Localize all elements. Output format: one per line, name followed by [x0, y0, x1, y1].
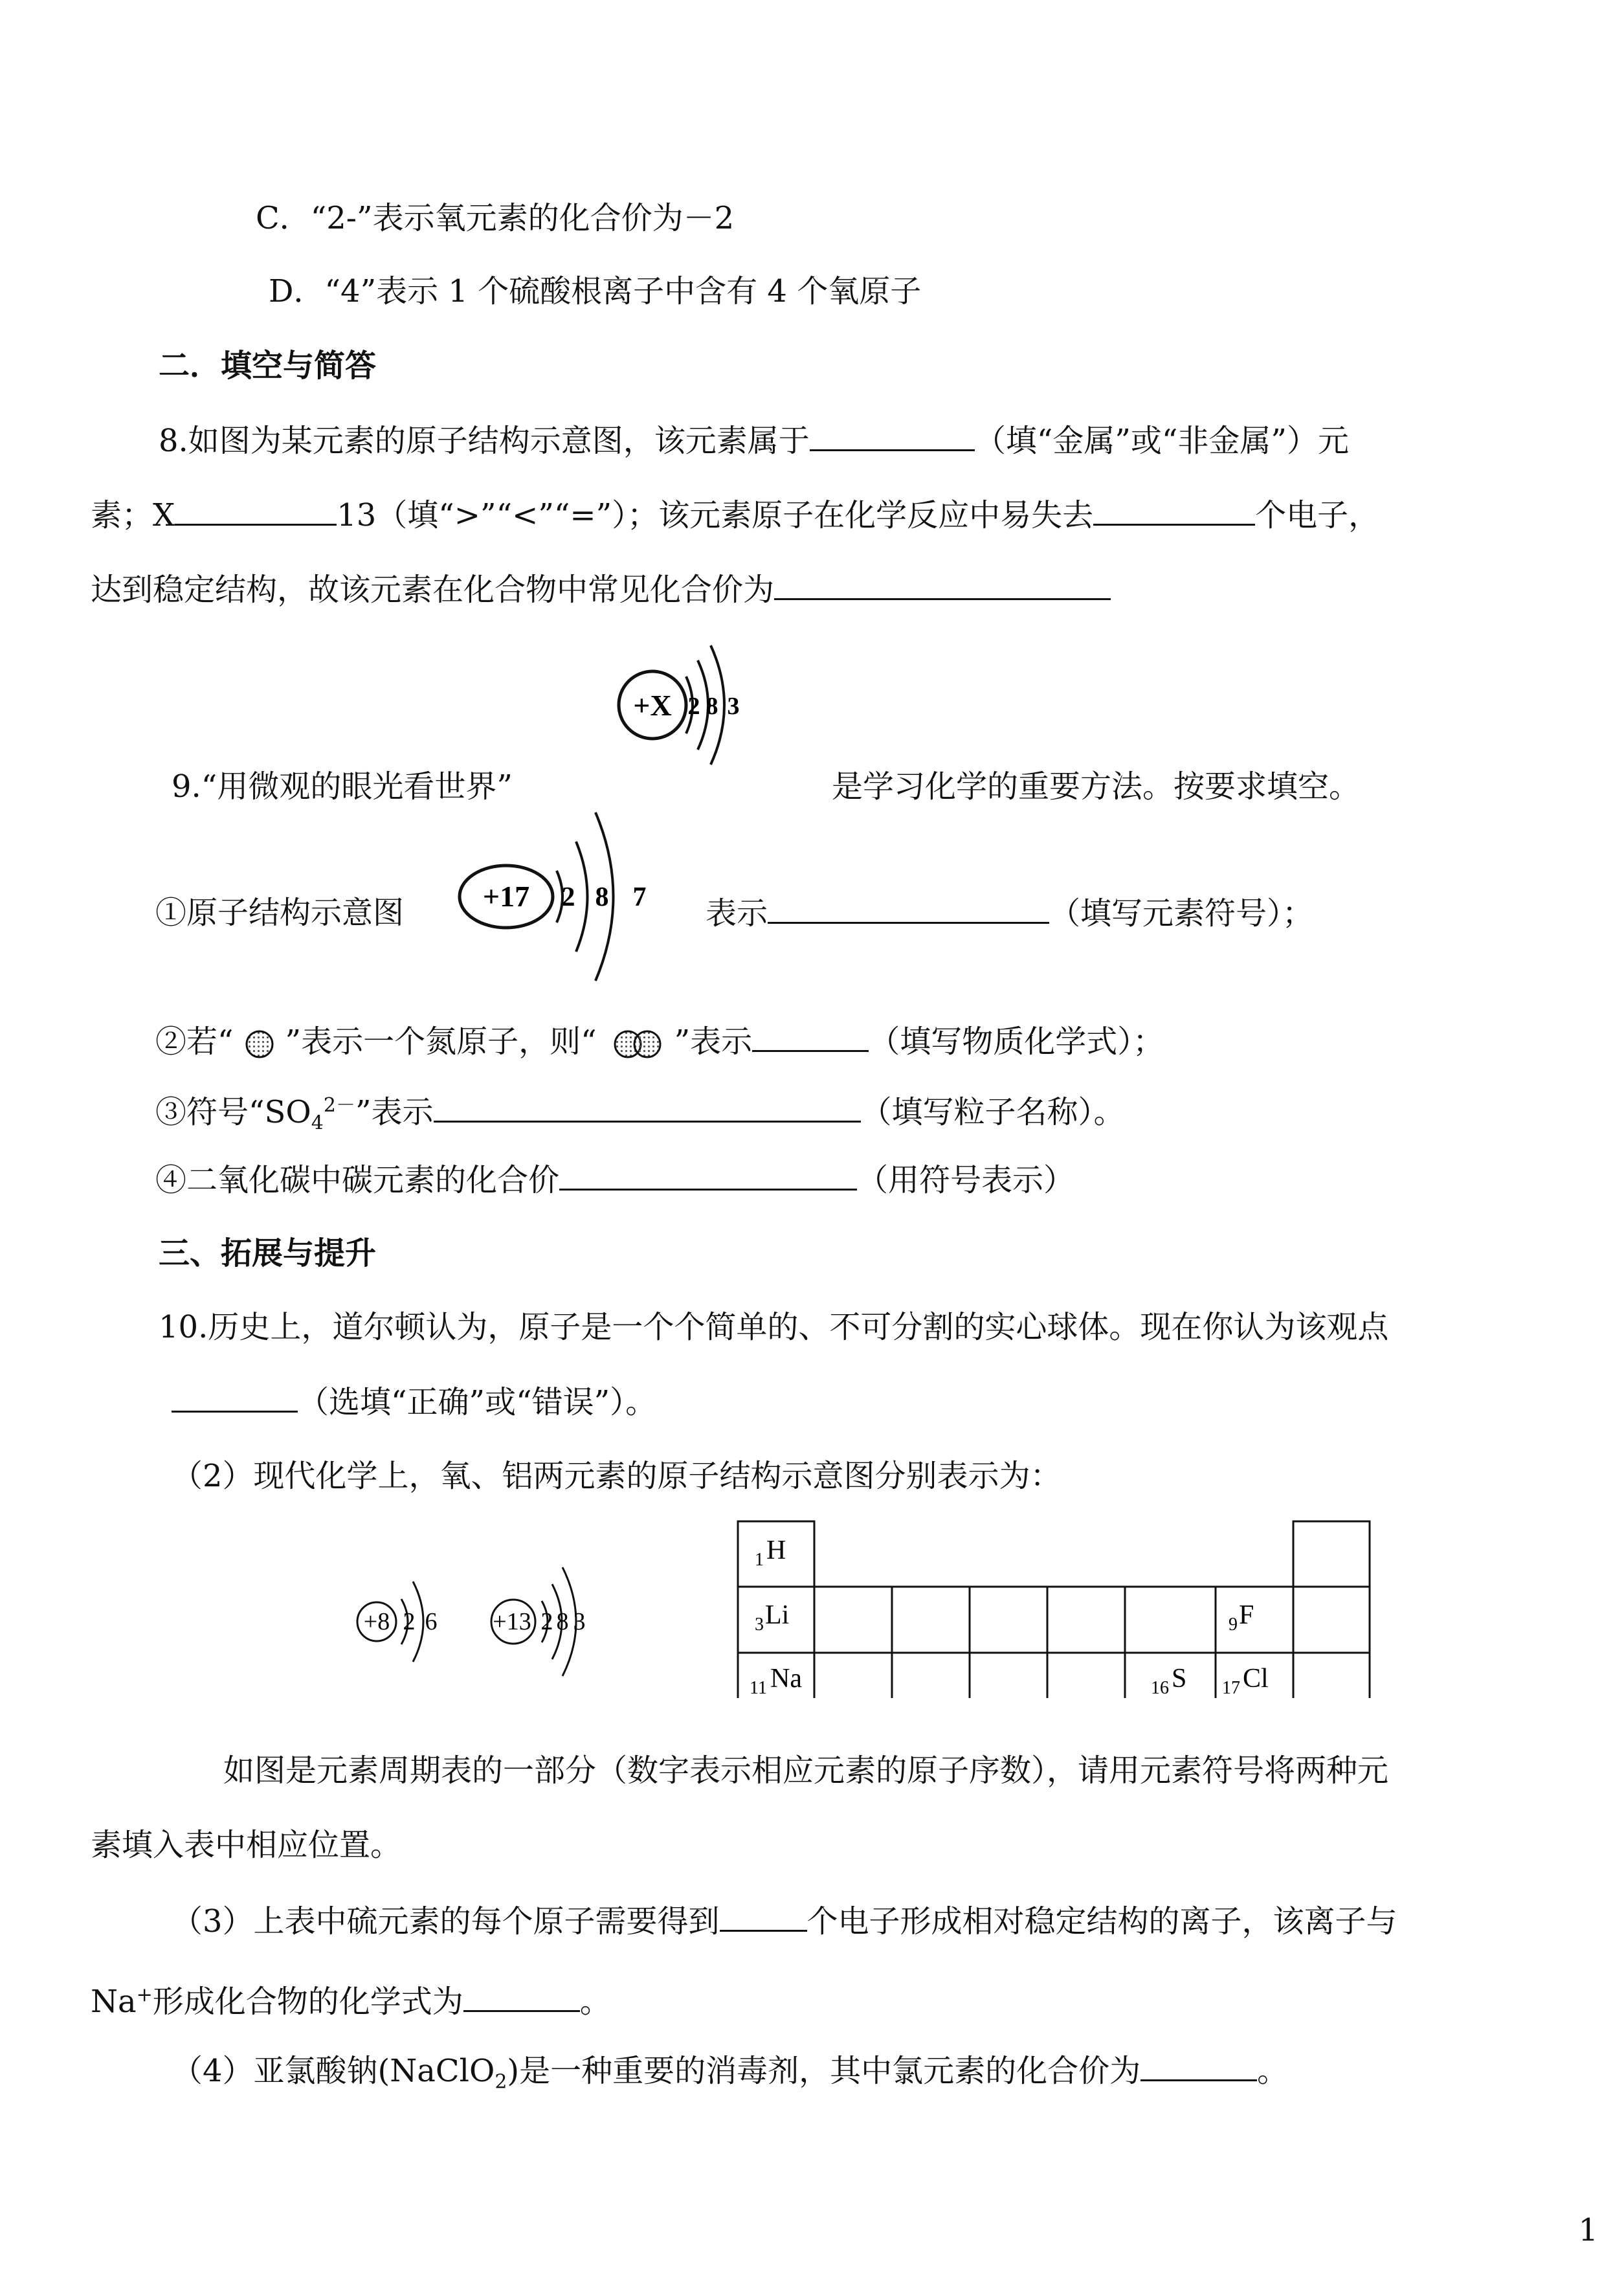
na-number: 11 [750, 1678, 767, 1698]
cl-symbol: Cl [1243, 1664, 1269, 1694]
f-symbol: F [1239, 1600, 1254, 1630]
q8-atom-diagram [608, 631, 777, 780]
q8-text-f: 达到稳定结构，故该元素在化合物中常见化合价为 [91, 572, 775, 608]
q10-part3-text-a: （3）上表中硫元素的每个原子需要得到 [172, 1903, 720, 1940]
cl-number: 17 [1222, 1678, 1240, 1698]
q8-line2 [91, 495, 1379, 535]
q9-item4 [155, 1160, 1074, 1200]
q10-blank-3[interactable] [463, 1982, 580, 2012]
q9-intro-b: 是学习化学的重要方法。按要求填空。 [832, 768, 1361, 805]
q9-item2-text-c: ”表示 [674, 1023, 753, 1060]
h-number: 1 [755, 1550, 764, 1570]
oxygen-nucleus: +8 [363, 1608, 390, 1635]
q10-part4-text-b: )是一种重要的消毒剂，其中氯元素的化合价为 [507, 2053, 1141, 2089]
q9-item4-text-a: ④二氧化碳中碳元素的化合价 [155, 1162, 560, 1198]
q9-blank-1[interactable] [768, 893, 1049, 924]
table-note-line1: 如图是元素周期表的一部分（数字表示相应元素的原子序数），请用元素符号将两种元 [223, 1752, 1389, 1789]
q8-shell-3: 3 [727, 693, 740, 720]
q8-line3 [91, 570, 1111, 609]
q9-shell-3: 7 [632, 882, 647, 912]
q8-line1 [159, 421, 1349, 460]
q9-item3-sub: 4 [311, 1112, 324, 1135]
f-number: 9 [1229, 1615, 1238, 1635]
q8-shell-2: 8 [706, 693, 718, 720]
q8-blank-4[interactable] [774, 570, 1111, 600]
oxygen-atom-diagram [350, 1563, 460, 1680]
q8-blank-2[interactable] [175, 495, 337, 526]
q9-item1-text-b: 表示 [706, 895, 768, 932]
q9-item1-text-c: （填写元素符号）； [1049, 895, 1314, 932]
q10-part4-sub: 2 [495, 2070, 507, 2094]
q9-shell-2: 8 [595, 882, 609, 912]
q8-text-d: 13（填“>”“<”“=”）；该元素原子在化学反应中易失去 [337, 497, 1094, 533]
q8-text-c: 素；X [91, 497, 175, 533]
aluminum-shell-1: 2 [540, 1608, 553, 1635]
q10-part3-text-b: 个电子形成相对稳定结构的离子，该离子与 [806, 1903, 1397, 1940]
q8-blank-3[interactable] [1093, 495, 1255, 526]
q9-intro-a: 9.“用微观的眼光看世界” [172, 768, 513, 805]
aluminum-nucleus: +13 [493, 1608, 531, 1635]
q8-nucleus: +X [633, 689, 672, 722]
q9-item2-text-d: （填写物质化学式）； [869, 1023, 1164, 1060]
q9-blank-4[interactable] [559, 1160, 857, 1191]
table-note-line2: 素填入表中相应位置。 [91, 1827, 402, 1863]
q10-part4 [172, 2051, 1288, 2102]
q9-item3-text-b: ”表示 [355, 1094, 434, 1130]
oxygen-shell-1: 2 [403, 1608, 416, 1635]
q9-atom-diagram [453, 806, 660, 987]
q9-item1-label: ①原子结构示意图 [155, 895, 405, 931]
q8-text-e: 个电子， [1255, 497, 1380, 533]
s-symbol: S [1172, 1664, 1187, 1694]
q10-part4-text-a: （4）亚氯酸钠(NaClO [172, 2053, 495, 2089]
q10-part3-na: Na [91, 1984, 137, 2020]
q10-line1: 10.历史上，道尔顿认为，原子是一个个简单的、不可分割的实心球体。现在你认为该观点 [159, 1309, 1389, 1345]
q9-item2 [155, 1022, 1164, 1062]
q9-item4-text-b: （用符号表示） [857, 1162, 1075, 1198]
q10-part3-line2 [91, 1976, 611, 2021]
section2-heading: 二．填空与简答 [159, 348, 377, 384]
nitrogen-atom-icon [234, 1026, 285, 1062]
q10-part2: （2）现代化学上，氧、铝两元素的原子结构示意图分别表示为： [172, 1458, 1062, 1494]
periodic-table-fragment [737, 1520, 1371, 1698]
q9-blank-3[interactable] [434, 1092, 861, 1123]
aluminum-shell-3: 3 [573, 1608, 586, 1635]
q10-blank-2[interactable] [720, 1901, 807, 1932]
q8-shell-1: 2 [687, 693, 700, 720]
aluminum-shell-2: 8 [556, 1608, 569, 1635]
na-symbol: Na [770, 1664, 802, 1694]
li-symbol: Li [765, 1600, 790, 1630]
q10-part3-text-d: 形成化合物的化学式为 [152, 1984, 463, 2020]
q8-text-b: （填“金属”或“非金属”）元 [974, 423, 1349, 459]
q9-item1-answer [706, 893, 1313, 933]
q9-item2-text-b: ”表示一个氮原子，则“ [285, 1023, 597, 1060]
q10-part4-text-c: 。 [1257, 2053, 1289, 2089]
option-d: D．“4”表示 1 个硫酸根离子中含有 4 个氧原子 [269, 273, 922, 309]
q9-nucleus: +17 [482, 880, 530, 913]
section3-heading: 三、拓展与提升 [159, 1235, 377, 1271]
q9-item3-text-c: （填写粒子名称）。 [860, 1094, 1125, 1130]
h-symbol: H [766, 1536, 786, 1565]
q8-blank-1[interactable] [810, 421, 975, 451]
aluminum-atom-diagram [482, 1557, 612, 1686]
q10-blank-4[interactable] [1140, 2051, 1257, 2081]
q10-line2-text: （选填“正确”或“错误”）。 [298, 1384, 657, 1420]
periodic-table-grid [737, 1520, 1371, 1698]
q9-shell-1: 2 [561, 882, 575, 912]
q10-part3-text-e: 。 [579, 1984, 611, 2020]
q9-item3 [155, 1086, 1125, 1143]
q10-line2 [172, 1382, 656, 1422]
s-number: 16 [1151, 1678, 1169, 1698]
q10-part3-plus: + [136, 1984, 153, 2006]
q8-text-a: 8.如图为某元素的原子结构示意图，该元素属于 [159, 423, 810, 459]
q9-blank-2[interactable] [752, 1022, 869, 1052]
page-number: 1 [1578, 2212, 1598, 2248]
q9-item3-sup: 2－ [323, 1094, 355, 1117]
q10-part3-line1 [172, 1901, 1397, 1941]
oxygen-shell-2: 6 [425, 1608, 438, 1635]
li-number: 3 [755, 1615, 764, 1635]
q10-blank-1[interactable] [172, 1382, 298, 1413]
q9-item2-text-a: ②若“ [155, 1023, 234, 1060]
option-c: C．“2-”表示氧元素的化合价为－2 [256, 200, 735, 236]
nitrogen-molecule-icon [597, 1026, 674, 1062]
q9-item3-text-a: ③符号“SO [155, 1094, 311, 1130]
